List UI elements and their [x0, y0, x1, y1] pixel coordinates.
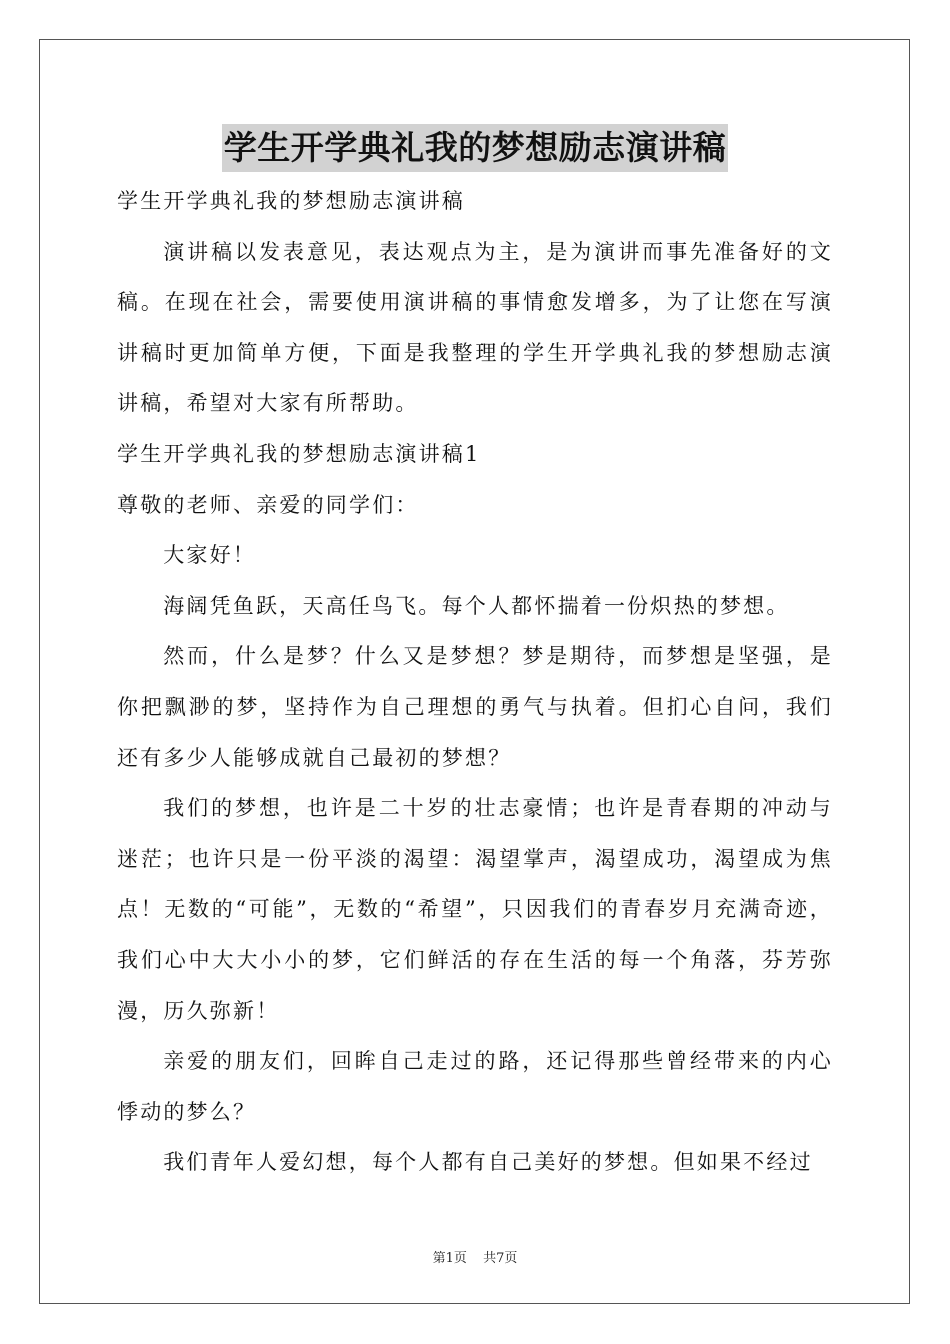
paragraph: 然而，什么是梦？什么又是梦想？梦是期待，而梦想是坚强，是你把飘渺的梦，坚持作为自己理想的勇气与执着。但扪心自问，我们还有多少人能够成就自己最初的梦想？ [117, 644, 833, 770]
paragraph: 我们青年人爱幻想，每个人都有自己美好的梦想。但如果不经过 [163, 1150, 813, 1175]
title-container [0, 124, 950, 172]
paragraph: 海阔凭鱼跃，天高任鸟飞。每个人都怀揣着一份炽热的梦想。 [163, 593, 790, 618]
paragraph: 尊敬的老师、亲爱的同学们： [117, 492, 419, 517]
paragraph: 亲爱的朋友们，回眸自己走过的路，还记得那些曾经带来的内心悸动的梦么？ [117, 1049, 833, 1124]
document-body [117, 176, 833, 1188]
paragraph: 我们的梦想，也许是二十岁的壮志豪情；也许是青春期的冲动与迷茫；也许只是一份平淡的渴望：渴望掌声，渴望成功，渴望成为焦点！无数的“可能”，无数的“希望”，只因我们的青春岁月充满奇迹，我们心中大大小小的梦，它们鲜活的存在生活的每一个角落，芬芳弥漫，历久弥新！ [117, 796, 833, 1023]
page-footer [0, 1247, 950, 1266]
paragraph: 大家好！ [163, 543, 256, 568]
paragraph: 学生开学典礼我的梦想励志演讲稿1 [117, 441, 481, 466]
document-title: 学生开学典礼我的梦想励志演讲稿 [222, 124, 729, 172]
page-number: 第1页 [432, 1251, 467, 1266]
page-total: 共7页 [483, 1251, 518, 1266]
paragraph: 学生开学典礼我的梦想励志演讲稿 [117, 189, 465, 213]
paragraph: 演讲稿以发表意见，表达观点为主，是为演讲而事先准备好的文稿。在现在社会，需要使用演讲稿的事情愈发增多，为了让您在写演讲稿时更加简单方便，下面是我整理的学生开学典礼我的梦想励志演讲稿，希望对大家有所帮助。 [117, 239, 833, 416]
